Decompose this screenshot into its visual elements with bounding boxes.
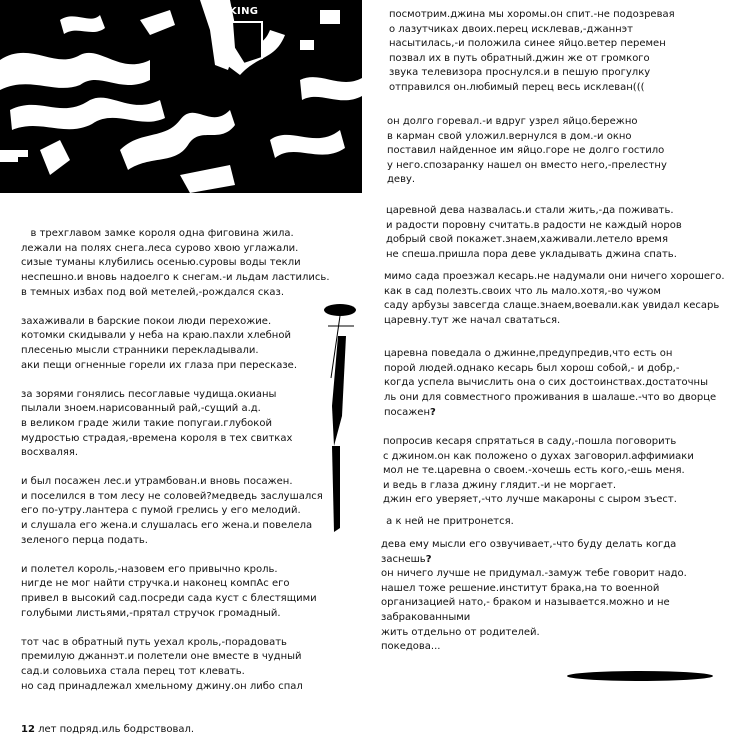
text-line: плесенью мысли странники перекладывали. xyxy=(21,344,259,356)
text-line: царевна поведала о джинне,предупредив,что есть он xyxy=(384,348,673,359)
king-illustration xyxy=(0,0,362,193)
text-line: мимо сада проезжал кесарь.не надумали они ничего хорошего. xyxy=(384,271,725,282)
right-block-3 xyxy=(386,204,682,262)
text-line: царевну.тут же начал свататься. xyxy=(384,314,561,326)
text-line: и радости поровну считать.в радости не каждый норов xyxy=(386,219,682,231)
text-line: дева ему мысли его озвучивает,-что буду делать когда xyxy=(381,539,677,550)
text-line: но сад принадлежал хмельному джину.он либо спал xyxy=(21,680,303,692)
text-line: за зорями гонялись песоглавые чудища.окианы xyxy=(21,388,277,400)
text-line: и слушала его жена.и слушалась его жена.и повелела xyxy=(21,520,313,532)
text-line: мол не те.царевна о своем.-хочешь есть кого,-ешь меня. xyxy=(383,465,685,477)
text-line: лежали на полях снега.леса сурово хвою углажали. xyxy=(21,242,299,254)
right-block-6 xyxy=(383,435,694,508)
left-last-line xyxy=(21,723,330,738)
text-line: с джином.он как положено о духах заговорил.аффимиаки xyxy=(383,450,694,462)
illustration-art xyxy=(0,0,362,193)
text-line: забракованными xyxy=(381,611,471,623)
text-line: ль они для совместного проживания в шалаше.-что во дворце xyxy=(384,391,717,403)
right-block-5-last xyxy=(384,406,436,421)
text-line: премилую джаннэт.и полетели оне вместе в чудный xyxy=(21,651,302,663)
left-paragraph xyxy=(21,315,330,373)
text-line: восхваляя. xyxy=(21,447,79,459)
text-line: добрый свой покажет.знаем,хаживали.летело время xyxy=(386,234,668,246)
text-line: о лазутчиках двоих.перец исклевав,-джаннэт xyxy=(389,23,633,35)
text-line: захаживали в барские покои люди перехожие. xyxy=(21,315,272,327)
text-line: тот час в обратный путь уехал кроль,-порадовать xyxy=(21,636,287,648)
text-line: в темных избах под вой метелей,-рождался сказ. xyxy=(21,286,285,298)
text-line: деву. xyxy=(387,174,416,186)
right-block-7 xyxy=(381,538,687,655)
left-paragraph xyxy=(21,475,330,548)
question-mark: ? xyxy=(425,553,432,565)
right-block-2 xyxy=(387,115,667,188)
text-line: у него.спозаранку нашел он вместо него,-прелестну xyxy=(387,159,667,171)
text-line: поставил найденное им яйцо.горе не долго гостило xyxy=(387,145,665,157)
text-line: мудростью страдая,-времена короля в тех свитках xyxy=(21,432,293,444)
text-line: и был посажен лес.и утрамбован.и вновь посажен. xyxy=(21,476,293,488)
text-line: покедова... xyxy=(381,641,441,653)
text-line: его по-утру.лантера с пумой грелись у его мелодий. xyxy=(21,505,301,517)
left-paragraph xyxy=(21,636,330,694)
text-line: в великом граде жили такие попугаи.глубокой xyxy=(21,417,272,429)
text-line: привел в высокий сад.посреди сада куст с блестящими xyxy=(21,593,317,605)
text-line: как в сад полезть.своих что ль мало.хотя,-во чужом xyxy=(384,285,661,297)
text-line: саду арбузы завсегда слаще.знаем,воевали.как увидал кесарь xyxy=(384,300,720,312)
illustration-caption: KING xyxy=(229,6,259,17)
text-line: неспешно.и вновь надоелго к снегам.-и льдам ластились. xyxy=(21,271,330,283)
text-line: он ничего лучше не придумал.-замуж тебе говорит надо. xyxy=(381,568,687,580)
text-line: попросив кесаря спрятаться в саду,-пошла поговорить xyxy=(383,436,677,447)
years-number: 12 xyxy=(21,724,35,736)
left-column-text xyxy=(21,198,330,753)
text-line: когда успела вычислить она о сих достоинствах.достаточны xyxy=(384,377,708,389)
text-line: зеленого перца подать. xyxy=(21,534,148,546)
text-line: аки пещи огненные горели их глаза при пересказе. xyxy=(21,359,298,371)
text-line: в трехглавом замке короля одна фиговина жила. xyxy=(21,228,294,240)
text-line: котомки скидывали у неба на краю.пахли хлебной xyxy=(21,330,291,342)
block5-last-word: посажен xyxy=(384,407,430,418)
block5-question-mark: ? xyxy=(429,407,436,418)
text-line: жить отдельно от родителей. xyxy=(381,626,540,638)
text-line: голубыми листьями,-прятал стручок громадный. xyxy=(21,607,281,619)
text-line: отправился он.любимый перец весь исклеван((( xyxy=(389,81,645,93)
text-line: заснешь? xyxy=(381,553,432,565)
text-line: не спеша.пришла пора деве укладывать джина спать. xyxy=(386,248,677,260)
right-block-6-end: а к ней не притронется. xyxy=(383,516,514,527)
text-line: звука телевизора проснулся.и в пешую прогулку xyxy=(389,67,651,79)
text-line: джин его уверяет,-что лучше макароны с сыром зъест. xyxy=(383,494,677,506)
left-paragraph xyxy=(21,227,330,300)
ink-blot-decoration xyxy=(565,668,715,684)
text-line: организацией нато,- браком и называется.можно и не xyxy=(381,597,670,609)
text-line: и полетел король,-назовем его привычно кроль. xyxy=(21,563,278,575)
text-line: позвал их в путь обратный.джин же от громкого xyxy=(389,52,650,64)
text-line: в карман свой уложил.вернулся в дом.-и окно xyxy=(387,130,632,142)
last-line-text: лет подряд.иль бодрствовал. xyxy=(34,724,195,736)
right-block-1 xyxy=(389,8,675,96)
text-line: пылали зноем.нарисованный рай,-сущий а.д. xyxy=(21,403,261,415)
text-line: и поселился в том лесу не соловей?медведь заслушался xyxy=(21,490,323,502)
text-line: сад.и соловьиха стала перец тот клевать. xyxy=(21,666,245,677)
right-block-4 xyxy=(384,270,725,328)
left-paragraph xyxy=(21,563,330,621)
text-line: нигде не мог найти стручка.и наконец компАс его xyxy=(21,578,290,590)
left-paragraph xyxy=(21,388,330,461)
right-block-5 xyxy=(384,347,716,405)
text-line: нашел тоже решение.институт брака,на то военной xyxy=(381,582,660,594)
text-line: сизые туманы клубились осенью.суровы воды текли xyxy=(21,257,301,269)
text-line: царевной дева назвалась.и стали жить,-да поживать. xyxy=(386,205,674,216)
text-line: он долго горевал.-и вдруг узрел яйцо.бережно xyxy=(387,116,638,127)
text-line: насытилась,-и положила синее яйцо.ветер перемен xyxy=(389,38,666,50)
text-line: посмотрим.джина мы хоромы.он спит.-не подозревая xyxy=(389,9,675,20)
text-line: порой людей.однако кесарь был хорош собой,- и добр,- xyxy=(384,362,680,374)
text-line: и ведь в глаза джину глядит.-и не моргает. xyxy=(383,479,617,491)
